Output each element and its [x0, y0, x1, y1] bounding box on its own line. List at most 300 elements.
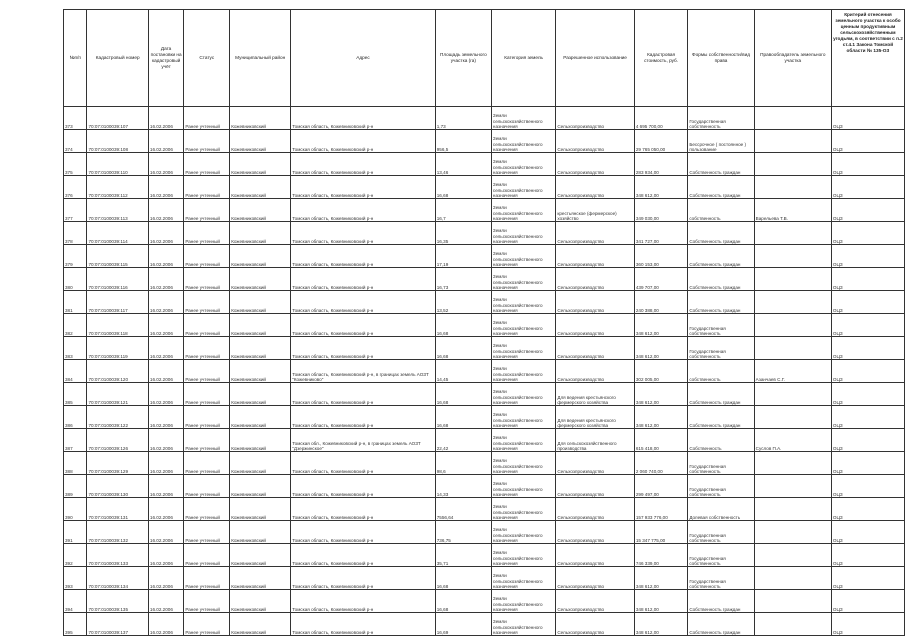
cell-area: 1,73: [435, 107, 491, 130]
cell-num: 376: [64, 176, 87, 199]
cell-permitted-use: Сельхозпроизводство: [556, 613, 635, 636]
cell-permitted-use: Сельхозпроизводство: [556, 222, 635, 245]
cell-district: Кожевниковский: [230, 153, 291, 176]
cell-status: Ранее учтенный: [184, 291, 230, 314]
cell-cadastral-number: 70:07:0100039:135: [87, 590, 148, 613]
cell-land-category: Земли сельскохозяйственного назначения: [491, 498, 555, 521]
cell-address: Томская область, Кожевниковский р-н: [291, 498, 436, 521]
cell-holder: [754, 314, 831, 337]
cell-land-category: Земли сельскохозяйственного назначения: [491, 590, 555, 613]
table-row: [64, 153, 905, 176]
cell-area: 16,73: [435, 268, 491, 291]
cell-land-category: Земли сельскохозяйственного назначения: [491, 429, 555, 452]
cell-ownership: Государственная собственность: [688, 567, 754, 590]
cell-cadastral-value: 299 497,00: [634, 475, 687, 498]
table-row: [64, 590, 905, 613]
header-criteria: Критерий отнесения земельного участка к особо ценным продуктивным сельскохозяйственным угодьям, в соответствии с п.2 ст.4.1 Закона Томской области № 135-ОЗ: [831, 10, 904, 107]
header-registration-date: Дата постановки на кадастровый учёт: [148, 10, 183, 107]
cell-status: Ранее учтенный: [184, 130, 230, 153]
cell-land-category: Земли сельскохозяйственного назначения: [491, 613, 555, 636]
land-registry-table: [63, 9, 905, 636]
cell-land-category: Земли сельскохозяйственного назначения: [491, 544, 555, 567]
cell-holder: Суслов П.А.: [754, 429, 831, 452]
cell-num: 373: [64, 107, 87, 130]
cell-num: 377: [64, 199, 87, 222]
cell-date: 16.02.2006: [148, 590, 183, 613]
cell-permitted-use: Сельхозпроизводство: [556, 360, 635, 383]
cell-land-category: Земли сельскохозяйственного назначения: [491, 222, 555, 245]
cell-date: 16.02.2006: [148, 567, 183, 590]
cell-cadastral-value: 348 612,00: [634, 314, 687, 337]
cell-status: Ранее учтенный: [184, 475, 230, 498]
cell-district: Кожевниковский: [230, 613, 291, 636]
cell-land-category: Земли сельскохозяйственного назначения: [491, 130, 555, 153]
cell-district: Кожевниковский: [230, 567, 291, 590]
header-holder: Правообладатель земельного участка: [754, 10, 831, 107]
cell-criteria: ОЦЗ: [831, 475, 904, 498]
cell-num: 379: [64, 245, 87, 268]
cell-num: 385: [64, 383, 87, 406]
cell-district: Кожевниковский: [230, 360, 291, 383]
table-row: [64, 245, 905, 268]
cell-status: Ранее учтенный: [184, 383, 230, 406]
cell-cadastral-value: 157 933 776,00: [634, 498, 687, 521]
cell-land-category: Земли сельскохозяйственного назначения: [491, 383, 555, 406]
cell-land-category: Земли сельскохозяйственного назначения: [491, 406, 555, 429]
cell-criteria: ОЦЗ: [831, 130, 904, 153]
cell-district: Кожевниковский: [230, 452, 291, 475]
cell-cadastral-number: 70:07:0100039:116: [87, 268, 148, 291]
cell-land-category: Земли сельскохозяйственного назначения: [491, 360, 555, 383]
cell-cadastral-value: 348 612,00: [634, 590, 687, 613]
cell-criteria: ОЦЗ: [831, 245, 904, 268]
table-row: [64, 222, 905, 245]
cell-cadastral-number: 70:07:0100039:118: [87, 314, 148, 337]
cell-num: 378: [64, 222, 87, 245]
cell-cadastral-value: 439 707,00: [634, 268, 687, 291]
cell-date: 16.02.2006: [148, 337, 183, 360]
cell-date: 16.02.2006: [148, 544, 183, 567]
cell-criteria: ОЦЗ: [831, 406, 904, 429]
cell-cadastral-number: 70:07:0100039:137: [87, 613, 148, 636]
header-cadastral-value: Кадастровая стоимость, руб.: [634, 10, 687, 107]
cell-holder: [754, 107, 831, 130]
cell-address: Томская область, Кожевниковский р-н: [291, 452, 436, 475]
cell-num: 394: [64, 590, 87, 613]
cell-status: Ранее учтенный: [184, 567, 230, 590]
cell-area: 22,42: [435, 429, 491, 452]
cell-permitted-use: Сельхозпроизводство: [556, 291, 635, 314]
cell-ownership: Собственность граждан: [688, 222, 754, 245]
cell-ownership: собственность: [688, 360, 754, 383]
cell-date: 16.02.2006: [148, 475, 183, 498]
cell-district: Кожевниковский: [230, 521, 291, 544]
cell-land-category: Земли сельскохозяйственного назначения: [491, 291, 555, 314]
cell-permitted-use: Сельхозпроизводство: [556, 498, 635, 521]
cell-area: 16,68: [435, 590, 491, 613]
cell-permitted-use: Сельхозпроизводство: [556, 314, 635, 337]
cell-district: Кожевниковский: [230, 199, 291, 222]
cell-date: 16.02.2006: [148, 268, 183, 291]
table-row: [64, 107, 905, 130]
table-row: [64, 544, 905, 567]
header-address: Адрес: [291, 10, 436, 107]
cell-address: Томская область, Кожевниковский р-н: [291, 199, 436, 222]
cell-cadastral-value: 283 934,00: [634, 153, 687, 176]
cell-status: Ранее учтенный: [184, 153, 230, 176]
cell-holder: [754, 268, 831, 291]
cell-criteria: ОЦЗ: [831, 521, 904, 544]
cell-permitted-use: крестьянское (фермерское) хозяйство: [556, 199, 635, 222]
cell-cadastral-number: 70:07:0100039:114: [87, 222, 148, 245]
cell-date: 16.02.2006: [148, 199, 183, 222]
cell-status: Ранее учтенный: [184, 590, 230, 613]
cell-ownership: Собственность граждан: [688, 268, 754, 291]
cell-cadastral-number: 70:07:0100039:131: [87, 498, 148, 521]
cell-status: Ранее учтенный: [184, 452, 230, 475]
table-row: [64, 360, 905, 383]
cell-area: 14,45: [435, 360, 491, 383]
cell-cadastral-number: 70:07:0100039:122: [87, 406, 148, 429]
cell-land-category: Земли сельскохозяйственного назначения: [491, 176, 555, 199]
cell-criteria: ОЦЗ: [831, 544, 904, 567]
cell-status: Ранее учтенный: [184, 176, 230, 199]
cell-permitted-use: Сельхозпроизводство: [556, 268, 635, 291]
table-row: [64, 130, 905, 153]
cell-permitted-use: Сельхозпроизводство: [556, 245, 635, 268]
cell-cadastral-value: 302 005,00: [634, 360, 687, 383]
cell-address: Томская область, Кожевниковский р-н: [291, 337, 436, 360]
cell-date: 16.02.2006: [148, 314, 183, 337]
cell-permitted-use: Сельхозпроизводство: [556, 521, 635, 544]
cell-cadastral-number: 70:07:0100039:126: [87, 429, 148, 452]
cell-date: 16.02.2006: [148, 613, 183, 636]
cell-cadastral-value: 348 612,00: [634, 567, 687, 590]
cell-cadastral-number: 70:07:0100039:115: [87, 245, 148, 268]
cell-ownership: Собственность граждан: [688, 406, 754, 429]
cell-num: 384: [64, 360, 87, 383]
cell-holder: [754, 567, 831, 590]
cell-num: 383: [64, 337, 87, 360]
cell-date: 16.02.2006: [148, 429, 183, 452]
cell-date: 16.02.2006: [148, 222, 183, 245]
cell-district: Кожевниковский: [230, 107, 291, 130]
cell-district: Кожевниковский: [230, 406, 291, 429]
cell-num: 392: [64, 544, 87, 567]
cell-holder: [754, 452, 831, 475]
cell-address: Томская область, Кожевниковский р-н: [291, 153, 436, 176]
cell-criteria: ОЦЗ: [831, 383, 904, 406]
cell-criteria: ОЦЗ: [831, 291, 904, 314]
cell-status: Ранее учтенный: [184, 498, 230, 521]
header-permitted-use: Разрешенное использование: [556, 10, 635, 107]
cell-num: 388: [64, 452, 87, 475]
cell-land-category: Земли сельскохозяйственного назначения: [491, 107, 555, 130]
cell-status: Ранее учтенный: [184, 521, 230, 544]
cell-ownership: Собственность граждан: [688, 153, 754, 176]
header-num: №п/п: [64, 10, 87, 107]
cell-district: Кожевниковский: [230, 268, 291, 291]
header-area: Площадь земельного участка (га): [435, 10, 491, 107]
cell-date: 16.02.2006: [148, 498, 183, 521]
cell-area: 16,35: [435, 222, 491, 245]
cell-land-category: Земли сельскохозяйственного назначения: [491, 337, 555, 360]
cell-holder: [754, 291, 831, 314]
header-status: Статус: [184, 10, 230, 107]
cell-criteria: ОЦЗ: [831, 268, 904, 291]
cell-ownership: Государственная собственность: [688, 521, 754, 544]
cell-status: Ранее учтенный: [184, 337, 230, 360]
cell-date: 16.02.2006: [148, 176, 183, 199]
cell-num: 375: [64, 153, 87, 176]
cell-status: Ранее учтенный: [184, 245, 230, 268]
cell-criteria: ОЦЗ: [831, 337, 904, 360]
cell-address: Томская область, Кожевниковский р-н: [291, 613, 436, 636]
cell-area: 98,6: [435, 452, 491, 475]
cell-address: Томская область, Кожевниковский р-н: [291, 176, 436, 199]
table-row: [64, 268, 905, 291]
cell-holder: [754, 245, 831, 268]
table-row: [64, 613, 905, 636]
cell-ownership: Государственная собственность: [688, 107, 754, 130]
cell-permitted-use: Сельхозпроизводство: [556, 567, 635, 590]
cell-criteria: ОЦЗ: [831, 107, 904, 130]
cell-holder: [754, 498, 831, 521]
cell-land-category: Земли сельскохозяйственного назначения: [491, 153, 555, 176]
cell-district: Кожевниковский: [230, 429, 291, 452]
table-row: [64, 452, 905, 475]
table-row: [64, 291, 905, 314]
cell-permitted-use: Сельхозпроизводство: [556, 107, 635, 130]
cell-area: 16,68: [435, 567, 491, 590]
cell-date: 16.02.2006: [148, 383, 183, 406]
cell-address: Томская область, Кожевниковский р-н: [291, 130, 436, 153]
cell-holder: [754, 406, 831, 429]
cell-district: Кожевниковский: [230, 337, 291, 360]
cell-cadastral-number: 70:07:0100039:113: [87, 199, 148, 222]
cell-land-category: Земли сельскохозяйственного назначения: [491, 199, 555, 222]
cell-district: Кожевниковский: [230, 544, 291, 567]
cell-date: 16.02.2006: [148, 153, 183, 176]
cell-cadastral-value: 349 030,00: [634, 199, 687, 222]
table-row: [64, 498, 905, 521]
cell-cadastral-number: 70:07:0100039:129: [87, 452, 148, 475]
cell-holder: [754, 590, 831, 613]
cell-area: 13,46: [435, 153, 491, 176]
cell-cadastral-number: 70:07:0100039:117: [87, 291, 148, 314]
cell-cadastral-value: 15 347 775,00: [634, 521, 687, 544]
cell-permitted-use: Сельхозпроизводство: [556, 590, 635, 613]
cell-holder: [754, 544, 831, 567]
cell-holder: [754, 337, 831, 360]
cell-district: Кожевниковский: [230, 245, 291, 268]
cell-cadastral-number: 70:07:0100039:110: [87, 153, 148, 176]
cell-land-category: Земли сельскохозяйственного назначения: [491, 245, 555, 268]
cell-ownership: Государственная собственность: [688, 452, 754, 475]
cell-address: Томская область, Кожевниковский р-н: [291, 291, 436, 314]
cell-address: Томская область, Кожевниковский р-н: [291, 521, 436, 544]
cell-area: 16,68: [435, 337, 491, 360]
table-row: [64, 199, 905, 222]
cell-permitted-use: Для ведения крестьянского фермерского хозяйства: [556, 406, 635, 429]
cell-holder: [754, 130, 831, 153]
cell-district: Кожевниковский: [230, 498, 291, 521]
cell-area: 736,75: [435, 521, 491, 544]
cell-address: Томская область, Кожевниковский р-н, в границах земель АОЗТ "Кожевниково": [291, 360, 436, 383]
cell-num: 393: [64, 567, 87, 590]
cell-land-category: Земли сельскохозяйственного назначения: [491, 452, 555, 475]
table-row: [64, 521, 905, 544]
cell-area: 35,71: [435, 544, 491, 567]
table-row: [64, 176, 905, 199]
cell-cadastral-number: 70:07:0100039:133: [87, 544, 148, 567]
cell-cadastral-value: 360 153,00: [634, 245, 687, 268]
cell-cadastral-value: 348 612,00: [634, 383, 687, 406]
cell-area: 7556,64: [435, 498, 491, 521]
cell-date: 16.02.2006: [148, 291, 183, 314]
cell-status: Ранее учтенный: [184, 429, 230, 452]
header-district: Муниципальный район: [230, 10, 291, 107]
cell-criteria: ОЦЗ: [831, 452, 904, 475]
cell-status: Ранее учтенный: [184, 314, 230, 337]
table-row: [64, 475, 905, 498]
header-row: [64, 10, 905, 107]
cell-area: 956,5: [435, 130, 491, 153]
cell-district: Кожевниковский: [230, 314, 291, 337]
cell-permitted-use: Сельхозпроизводство: [556, 130, 635, 153]
cell-area: 16,68: [435, 314, 491, 337]
cell-address: Томская область, Кожевниковский р-н: [291, 567, 436, 590]
cell-permitted-use: Сельхозпроизводство: [556, 452, 635, 475]
cell-cadastral-value: 240 388,00: [634, 291, 687, 314]
cell-address: Томская область, Кожевниковский р-н: [291, 107, 436, 130]
cell-criteria: ОЦЗ: [831, 590, 904, 613]
cell-criteria: ОЦЗ: [831, 613, 904, 636]
cell-num: 391: [64, 521, 87, 544]
cell-status: Ранее учтенный: [184, 613, 230, 636]
table-row: [64, 383, 905, 406]
cell-date: 16.02.2006: [148, 130, 183, 153]
cell-cadastral-value: 746 339,00: [634, 544, 687, 567]
cell-date: 16.02.2006: [148, 521, 183, 544]
cell-cadastral-value: 348 612,00: [634, 337, 687, 360]
cell-holder: [754, 153, 831, 176]
cell-cadastral-number: 70:07:0100039:134: [87, 567, 148, 590]
cell-district: Кожевниковский: [230, 590, 291, 613]
cell-ownership: Государственная собственность: [688, 337, 754, 360]
cell-address: Томская обл., Кожевниковский р-н, в границах земель АОЗТ "Дзержинское": [291, 429, 436, 452]
cell-ownership: Государственная собственность: [688, 544, 754, 567]
cell-holder: [754, 613, 831, 636]
cell-num: 390: [64, 498, 87, 521]
cell-cadastral-number: 70:07:0100039:108: [87, 130, 148, 153]
cell-num: 381: [64, 291, 87, 314]
header-cadastral-number: Кадастровый номер: [87, 10, 148, 107]
cell-num: 386: [64, 406, 87, 429]
cell-cadastral-value: 615 418,00: [634, 429, 687, 452]
cell-cadastral-value: 348 612,00: [634, 406, 687, 429]
cell-permitted-use: Для ведения крестьянского фермерского хозяйства: [556, 383, 635, 406]
cell-cadastral-number: 70:07:0100039:132: [87, 521, 148, 544]
cell-ownership: Собственность граждан: [688, 383, 754, 406]
cell-cadastral-value: 4 695 700,00: [634, 107, 687, 130]
cell-ownership: Собственность граждан: [688, 291, 754, 314]
cell-address: Томская область, Кожевниковский р-н: [291, 268, 436, 291]
cell-criteria: ОЦЗ: [831, 222, 904, 245]
cell-land-category: Земли сельскохозяйственного назначения: [491, 314, 555, 337]
cell-date: 16.02.2006: [148, 406, 183, 429]
cell-district: Кожевниковский: [230, 291, 291, 314]
cell-area: 17,19: [435, 245, 491, 268]
cell-holder: [754, 222, 831, 245]
cell-date: 16.02.2006: [148, 107, 183, 130]
cell-cadastral-value: 2 060 740,00: [634, 452, 687, 475]
cell-address: Томская область, Кожевниковский р-н: [291, 222, 436, 245]
cell-district: Кожевниковский: [230, 475, 291, 498]
cell-district: Кожевниковский: [230, 383, 291, 406]
cell-address: Томская область, Кожевниковский р-н: [291, 314, 436, 337]
cell-holder: [754, 475, 831, 498]
cell-cadastral-value: 341 727,00: [634, 222, 687, 245]
cell-district: Кожевниковский: [230, 176, 291, 199]
cell-date: 16.02.2006: [148, 452, 183, 475]
cell-ownership: Собственность граждан: [688, 245, 754, 268]
cell-criteria: ОЦЗ: [831, 360, 904, 383]
table-row: [64, 406, 905, 429]
cell-status: Ранее учтенный: [184, 107, 230, 130]
cell-district: Кожевниковский: [230, 130, 291, 153]
cell-land-category: Земли сельскохозяйственного назначения: [491, 268, 555, 291]
header-land-category: Категория земель: [491, 10, 555, 107]
table-row: [64, 314, 905, 337]
cell-permitted-use: Сельхозпроизводство: [556, 475, 635, 498]
cell-cadastral-value: 29 765 050,00: [634, 130, 687, 153]
cell-permitted-use: Сельхозпроизводство: [556, 176, 635, 199]
cell-land-category: Земли сельскохозяйственного назначения: [491, 521, 555, 544]
cell-status: Ранее учтенный: [184, 406, 230, 429]
cell-district: Кожевниковский: [230, 222, 291, 245]
cell-holder: Варельева Т.В.: [754, 199, 831, 222]
cell-land-category: Земли сельскохозяйственного назначения: [491, 567, 555, 590]
cell-criteria: ОЦЗ: [831, 498, 904, 521]
cell-num: 380: [64, 268, 87, 291]
cell-cadastral-number: 70:07:0100039:130: [87, 475, 148, 498]
cell-criteria: ОЦЗ: [831, 567, 904, 590]
cell-holder: [754, 383, 831, 406]
cell-num: 395: [64, 613, 87, 636]
cell-ownership: Собственность граждан: [688, 590, 754, 613]
cell-date: 16.02.2006: [148, 245, 183, 268]
cell-permitted-use: Сельхозпроизводство: [556, 337, 635, 360]
cell-address: Томская область, Кожевниковский р-н: [291, 590, 436, 613]
cell-address: Томская область, Кожевниковский р-н: [291, 544, 436, 567]
table-row: [64, 337, 905, 360]
cell-holder: Азанчаев С.Г.: [754, 360, 831, 383]
cell-area: 16,68: [435, 406, 491, 429]
cell-holder: [754, 521, 831, 544]
cell-address: Томская область, Кожевниковский р-н: [291, 475, 436, 498]
cell-ownership: Долевая собственность: [688, 498, 754, 521]
cell-num: 389: [64, 475, 87, 498]
cell-cadastral-number: 70:07:0100039:120: [87, 360, 148, 383]
cell-ownership: собственность: [688, 199, 754, 222]
cell-ownership: Собственность граждан: [688, 613, 754, 636]
cell-cadastral-value: 348 612,00: [634, 613, 687, 636]
header-ownership: Формы собственности/вид права: [688, 10, 754, 107]
cell-cadastral-number: 70:07:0100039:121: [87, 383, 148, 406]
cell-criteria: ОЦЗ: [831, 176, 904, 199]
cell-date: 16.02.2006: [148, 360, 183, 383]
